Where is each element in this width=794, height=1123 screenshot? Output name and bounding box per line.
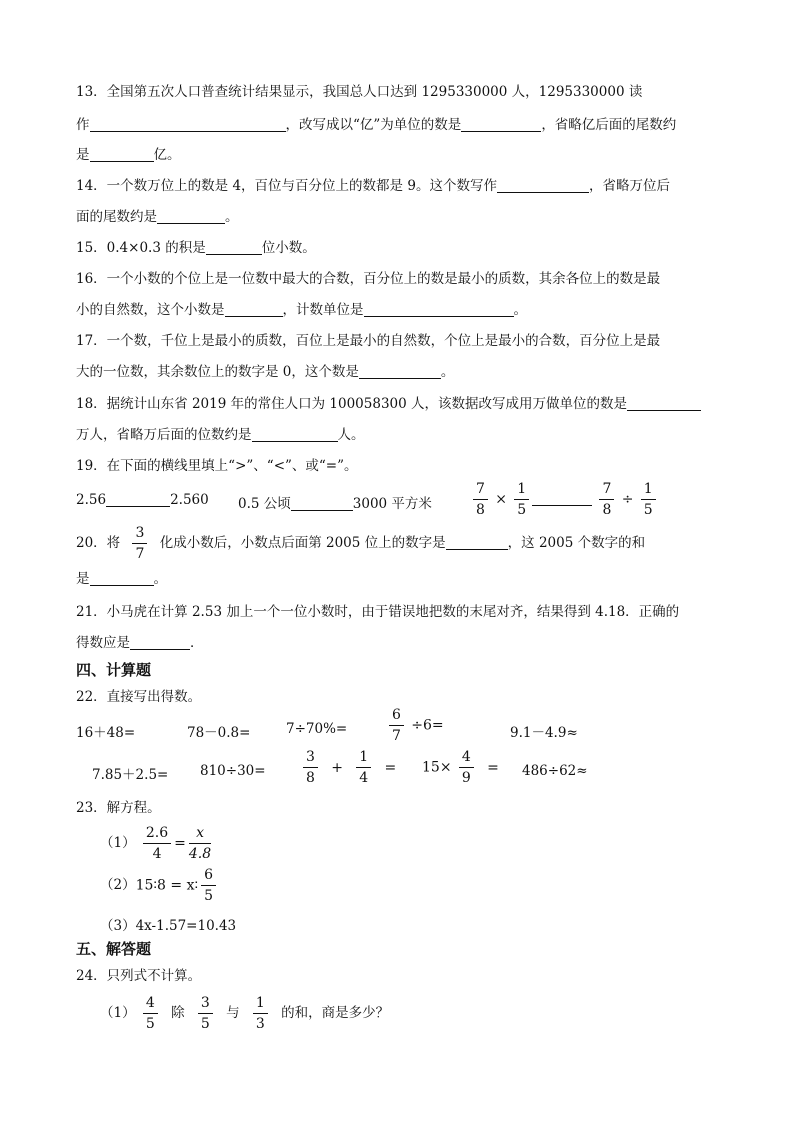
q19-item-c: $\frac{7}{8}$ × $\frac{1}{5}$ $\frac{7}{8}$ ÷ $\frac{1}{5}$	[470, 482, 659, 517]
q14-line1: 14．一个数万位上的数是 4，百位与百分位上的数都是 9。这个数写作 ，省略万位后	[76, 178, 670, 194]
q13-line2: 作 ，改写成以“亿”为单位的数是 ，省略亿后面的尾数约	[76, 117, 677, 133]
q19-item-b: 0.5 公顷 3000 平方米	[238, 496, 432, 512]
q24-title: 24．只列式不计算。	[76, 968, 202, 984]
calc-item: 78－0.8=	[187, 725, 251, 741]
q18-line2: 万人，省略万后面的位数约是 人。	[76, 427, 365, 443]
q21-line1: 21．小马虎在计算 2.53 加上一个一位小数时，由于错误地把数的末尾对齐，结果得到 4.18．正确的	[76, 604, 680, 620]
answer-blank[interactable]	[532, 491, 592, 506]
calc-item-fraction: $\frac{6}{7}$ ÷6=	[386, 708, 444, 743]
answer-blank[interactable]	[90, 117, 286, 132]
answer-blank[interactable]	[90, 147, 154, 162]
answer-blank[interactable]	[106, 492, 170, 507]
equation-1: （1） $\frac{2.6}{4}$ = $\frac{x}{4.8}$	[100, 825, 212, 862]
q15-line: 15．0.4×0.3 的积是 位小数。	[76, 240, 316, 256]
q21-line2: 得数应是 ．	[76, 635, 204, 651]
calc-item: 9.1－4.9≈	[510, 725, 578, 741]
equation-3: （3）4x-1.57=10.43	[100, 918, 237, 934]
answer-blank[interactable]	[225, 302, 283, 317]
q20-line2: 是 。	[76, 571, 167, 587]
answer-blank[interactable]	[157, 209, 225, 224]
calc-item: 486÷62≈	[522, 763, 588, 779]
calc-item: 7÷70%=	[286, 721, 348, 737]
calc-item: 16＋48=	[76, 725, 136, 741]
answer-blank[interactable]	[627, 396, 701, 411]
section-heading: 五、解答题	[76, 940, 152, 958]
answer-blank[interactable]	[206, 240, 262, 255]
answer-blank[interactable]	[364, 302, 514, 317]
answer-blank[interactable]	[497, 178, 589, 193]
q22-title: 22．直接写出得数。	[76, 689, 202, 705]
answer-blank[interactable]	[90, 571, 154, 586]
q19-item-a: 2.56 2.560	[76, 492, 209, 508]
q23-title: 23．解方程。	[76, 800, 161, 816]
q13-line3: 是 亿。	[76, 147, 181, 163]
q18-line1: 18．据统计山东省 2019 年的常住人口为 100058300 人，该数据改写成用万做单位的数是	[76, 394, 701, 414]
answer-blank[interactable]	[446, 535, 508, 550]
calc-item-fraction: 15× $\frac{4}{9}$ =	[422, 749, 499, 786]
answer-blank[interactable]	[359, 364, 441, 379]
q13-line1: 13．全国第五次人口普查统计结果显示，我国总人口达到 1295330000 人，1295330000 读	[76, 84, 643, 100]
q24-part1: （1） $\frac{4}{5}$ 除 $\frac{3}{5}$ 与 $\frac{1}{3}$ 的和，商是多少？	[100, 995, 390, 1032]
answer-blank[interactable]	[130, 635, 190, 650]
answer-blank[interactable]	[461, 117, 541, 132]
answer-blank[interactable]	[252, 427, 338, 442]
calc-item: 7.85＋2.5=	[92, 767, 169, 783]
equation-2: （2）15∶8 = x∶ $\frac{6}{5}$	[100, 868, 219, 903]
q17-line2: 大的一位数，其余数位上的数字是 0，这个数是 。	[76, 364, 455, 380]
section-heading: 四、计算题	[76, 661, 152, 679]
answer-blank[interactable]	[291, 496, 353, 511]
q20-line1: 20．将 $\frac{3}{7}$ 化成小数后，小数点后面第 2005 位上的数字是 ，这 2005 个数字的和	[76, 525, 646, 562]
q14-line2: 面的尾数约是 。	[76, 209, 239, 225]
calc-item-fraction: $\frac{3}{8}$ + $\frac{1}{4}$ =	[300, 750, 396, 785]
q17-line1: 17．一个数，千位上是最小的质数，百位上是最小的自然数，个位上是最小的合数，百分位上是最	[76, 333, 661, 349]
q16-line2: 小的自然数，这个小数是 ，计数单位是 。	[76, 302, 527, 318]
q16-line1: 16．一个小数的个位上是一位数中最大的合数，百分位上的数是最小的质数，其余各位上的数是最	[76, 271, 661, 287]
calc-item: 810÷30=	[200, 763, 266, 779]
q19-title: 19．在下面的横线里填上“>”、“<”、或“=”。	[76, 458, 358, 474]
